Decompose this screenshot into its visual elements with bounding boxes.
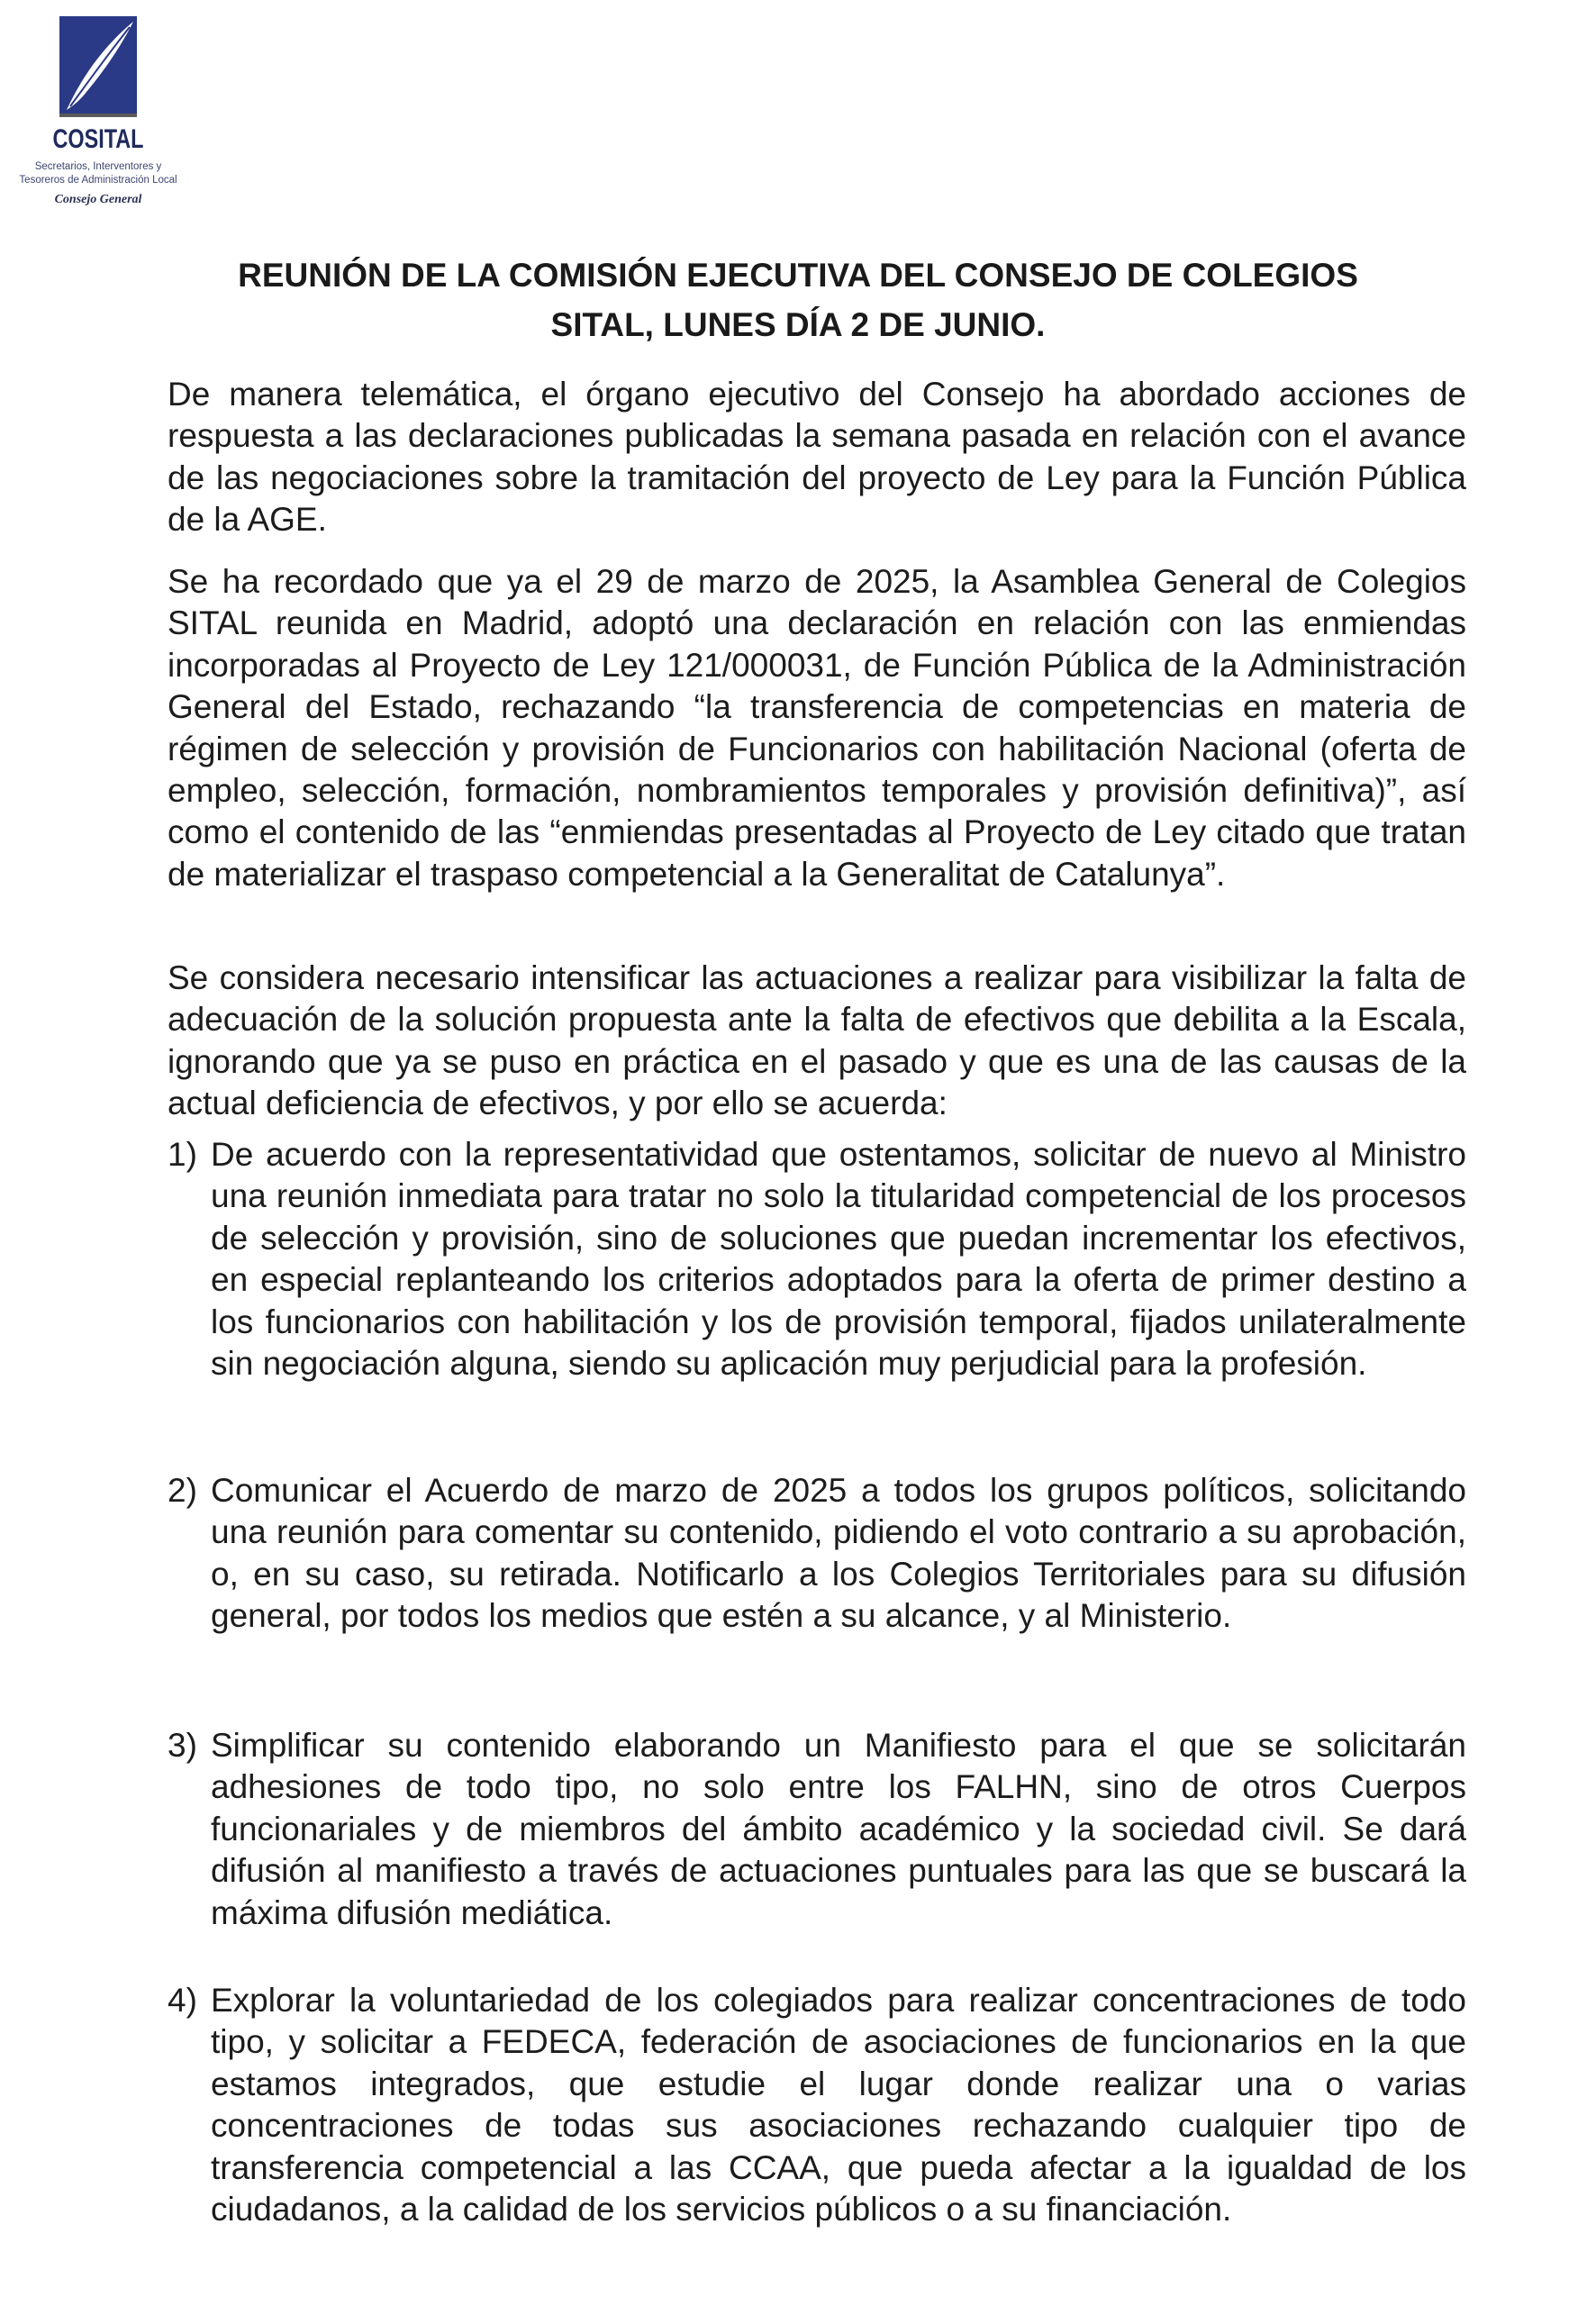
logo-subtitle-line-1: Secretarios, Interventores y [34,161,162,172]
list-item-text: Simplificar su contenido elaborando un Manifiesto para el que se solicitarán adhesiones de todo tipo, no solo entre los FALHN, sino de otros Cuerpos funcionariales y de miembros del ámbito académico y la sociedad civil. Se dará difusión al manifiesto a través de actuaciones puntuales para las que se buscará la máxima difusión mediática. [211,1727,1466,1931]
list-item-text: Explorar la voluntariedad de los colegiados para realizar concentraciones de todo tipo, y solicitar a FEDECA, federación de asociaciones de funcionarios en la que estamos integrados, que estudie el lugar donde realizar una o varias concentraciones de todas sus asociaciones rechazando cualquier tipo de transferencia competencial a las CCAA, que pueda afectar a la igualdad de los ciudadanos, a la calidad de los servicios públicos o a su financiación. [211,1982,1466,2229]
list-item-text: Comunicar el Acuerdo de marzo de 2025 a todos los grupos políticos, solicitando una reunión para comentar su contenido, pidiendo el voto contrario a su aprobación, o, en su caso, su retirada. Notificarlo a los Colegios Territoriales para su difusión general, por todos los medios que estén a su alcance, y al Ministerio. [211,1472,1466,1635]
document-title [135,250,1461,350]
paragraph-background: Se ha recordado que ya el 29 de marzo de 2025, la Asamblea General de Colegios SITAL reunida en Madrid, adoptó una declaración en relación con las enmiendas incorporadas al Proyecto de Ley 121/000031, de Función Pública de la Administración General del Estado, rechazando “la transferencia de competencias en materia de régimen de selección y provisión de Funcionarios con habilitación Nacional (oferta de empleo, selección, formación, nombramientos temporales y provisión definitiva)”, así como el contenido de las “enmiendas presentadas al Proyecto de Ley citado que tratan de materializar el traspaso competencial a la Generalitat de Catalunya”. [168,563,1466,893]
logo-subtitle-line-2: Tesoreros de Administración Local [19,175,177,186]
title-line-2: SITAL, LUNES DÍA 2 DE JUNIO. [550,306,1046,343]
paragraph-intro: De manera telemática, el órgano ejecutivo del Consejo ha abordado acciones de respuesta a las declaraciones publicadas la semana pasada en relación con el avance de las negociaciones sobre la tramitación del proyecto de Ley para la Función Pública de la AGE. [168,376,1466,539]
paragraph-resolution: Se considera necesario intensificar las actuaciones a realizar para visibilizar la falta de adecuación de la solución propuesta ante la falta de efectivos que debilita a la Escala, ignorando que ya se puso en práctica en el pasado y que es una de las causas de la actual deficiencia de efectivos, y por ello se acuerda: [168,959,1466,1122]
cosital-logo [13,16,184,232]
logo-tagline: Consejo General [54,193,142,206]
list-item-number: 4) [168,1982,197,2019]
quill-emblem-icon [59,16,137,117]
title-line-1: REUNIÓN DE LA COMISIÓN EJECUTIVA DEL CONSEJO DE COLEGIOS [238,257,1358,294]
list-item-number: 3) [168,1727,197,1764]
list-item-text: De acuerdo con la representatividad que ostentamos, solicitar de nuevo al Ministro una reunión inmediata para tratar no solo la titularidad competencial de los procesos de selección y provisión, sino de soluciones que puedan incrementar los efectivos, en especial replanteando los criterios adoptados para la oferta de primer destino a los funcionarios con habilitación y los de provisión temporal, fijados unilateralmente sin negociación alguna, siendo su aplicación muy perjudicial para la profesión. [211,1136,1466,1383]
logo-name: COSITAL [52,124,144,154]
list-item-number: 1) [168,1136,197,1173]
list-item-number: 2) [168,1472,197,1509]
